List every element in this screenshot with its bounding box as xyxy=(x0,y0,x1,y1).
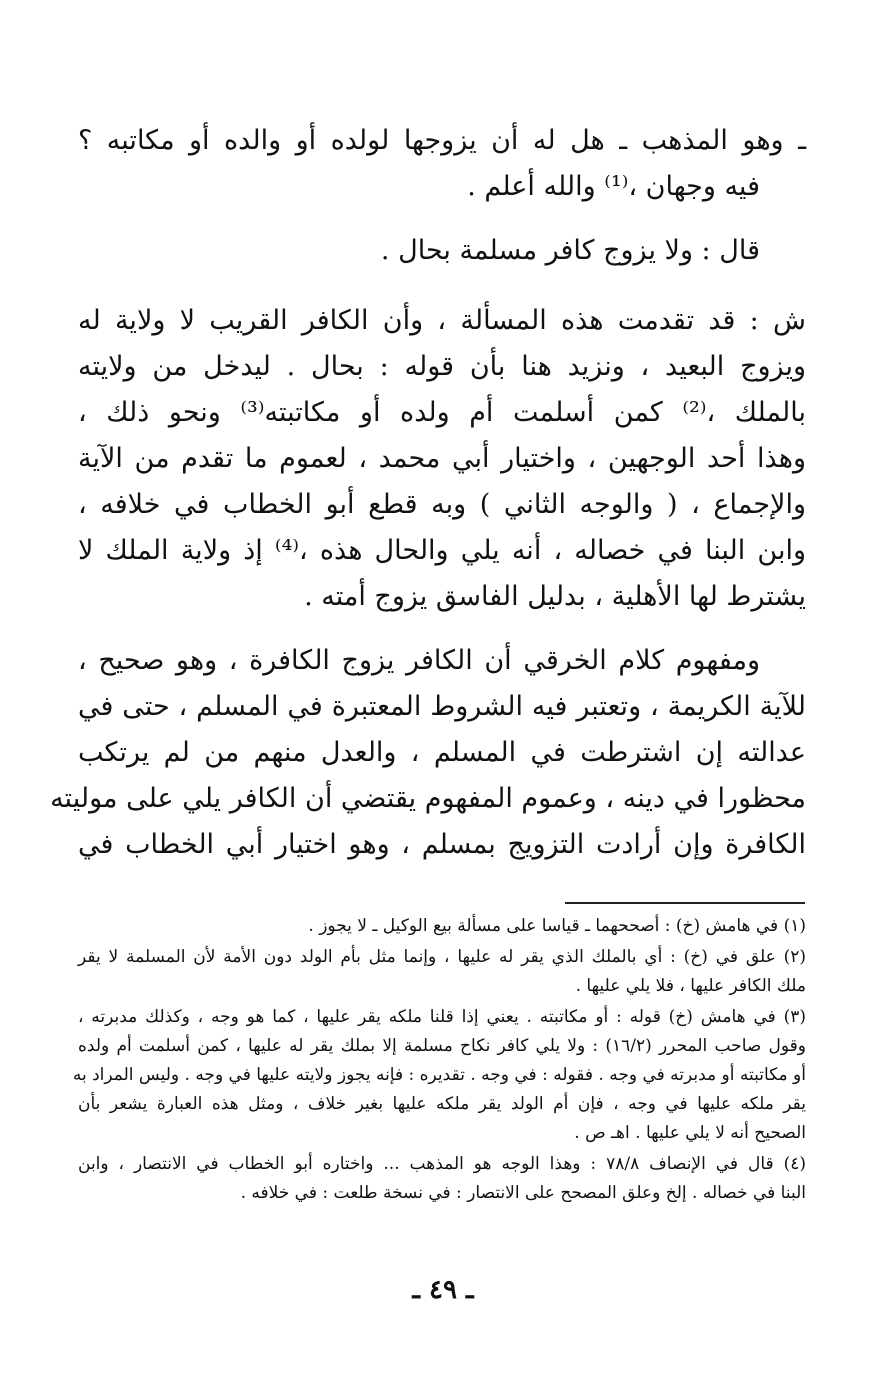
text-line: بالملك ،⁽²⁾ كمن أسلمت أم ولده أو مكاتبته⁽³⁾ ونحو ذلك ، xyxy=(78,397,807,428)
footnote-line: أو مكاتبته أو مدبرته في وجه . فقوله : في وجه . تقديره : فإنه يجوز ولايته عليها في وجه . وليس المراد به xyxy=(72,1065,806,1085)
footnote-3 xyxy=(72,1003,806,1148)
text-line: ـ وهو المذهب ـ هل له أن يزوجها لولده أو والده أو مكاتبه ؟ xyxy=(78,125,806,156)
footnotes xyxy=(72,912,806,1210)
footnote-line: البنا في خصاله . إلخ وعلق المصحح على الانتصار : في نسخة طلعت : في خلافه . xyxy=(240,1183,806,1203)
text-line: وهذا أحد الوجهين ، واختيار أبي محمد ، لعموم ما تقدم من الآية xyxy=(78,443,806,474)
paragraph-heading xyxy=(78,228,806,274)
footnote-2 xyxy=(78,943,806,1001)
footnote-line: (١) في هامش (خ) : أصححهما ـ قياسا على مسألة بيع الوكيل ـ لا يجوز . xyxy=(308,916,806,936)
text-line: ش : قد تقدمت هذه المسألة ، وأن الكافر القريب لا ولاية له xyxy=(78,305,806,336)
text-line: فيه وجهان ،⁽¹⁾ والله أعلم . xyxy=(467,171,760,202)
footnote-line: يقر ملكه عليها في وجه ، فإن أم الولد يقر ملكه عليها بغير خلاف ، ومثل هذه العبارة يشعر بأن xyxy=(78,1094,806,1114)
footnote-line: (٣) في هامش (خ) قوله : أو مكاتبته . يعني إذا قلنا ملكه يقر عليها ، كما هو وجه ، وكذلك مدبرته ، xyxy=(78,1007,806,1027)
paragraph-4 xyxy=(50,638,807,868)
footnote-line: (٤) قال في الإنصاف ٧٨/٨ : وهذا الوجه هو المذهب ... واختاره أبو الخطاب في الانتصار ، وابن xyxy=(78,1154,806,1174)
text-line: ومفهوم كلام الخرقي أن الكافر يزوج الكافرة ، وهو صحيح ، xyxy=(78,645,760,676)
text-line: يشترط لها الأهلية ، بدليل الفاسق يزوج أمته . xyxy=(304,581,806,612)
text-line: محظورا في دينه ، وعموم المفهوم يقتضي أن الكافر يلي على موليته xyxy=(50,783,806,814)
main-text xyxy=(50,118,807,886)
text-line: للآية الكريمة ، وتعتبر فيه الشروط المعتبرة في المسلم ، حتى في xyxy=(78,691,806,722)
text-line: ويزوج البعيد ، ونزيد هنا بأن قوله : بحال . ليدخل من ولايته xyxy=(78,351,806,382)
text-line: الكافرة وإن أرادت التزويج بمسلم ، وهو اختيار أبي الخطاب في xyxy=(78,829,807,860)
footnote-line: الصحيح أنه لا يلي عليها . اهـ ص . xyxy=(574,1123,806,1143)
footnote-line: (٢) علق في (خ) : أي بالملك الذي يقر له عليها ، وإنما مثل بأم الولد دون الأمة لأن المسلمة لا يقر xyxy=(78,947,806,967)
text-line: والإجماع ، ( والوجه الثاني ) وبه قطع أبو الخطاب في خلافه ، xyxy=(78,489,806,520)
text-line: عدالته إن اشترطت في المسلم ، والعدل منهم من لم يرتكب xyxy=(78,737,806,768)
footnote-4 xyxy=(78,1150,806,1208)
paragraph-1 xyxy=(78,118,806,210)
footnote-line: ملك الكافر عليها ، فلا يلي عليها . xyxy=(575,976,806,996)
footnote-1 xyxy=(78,912,806,941)
page-number: ـ ٤٩ ـ xyxy=(412,1275,474,1305)
footnote-line: وقول صاحب المحرر (١٦/٢) : ولا يلي كافر نكاح مسلمة إلا بملك يقر له عليها ، كمن أسلمت أم ولده xyxy=(78,1036,806,1056)
text-line: قال : ولا يزوج كافر مسلمة بحال . xyxy=(380,235,760,266)
paragraph-3 xyxy=(78,298,806,620)
text-line: وابن البنا في خصاله ، أنه يلي والحال هذه ،⁽⁴⁾ إذ ولاية الملك لا xyxy=(78,535,807,566)
footnote-divider xyxy=(565,902,805,904)
